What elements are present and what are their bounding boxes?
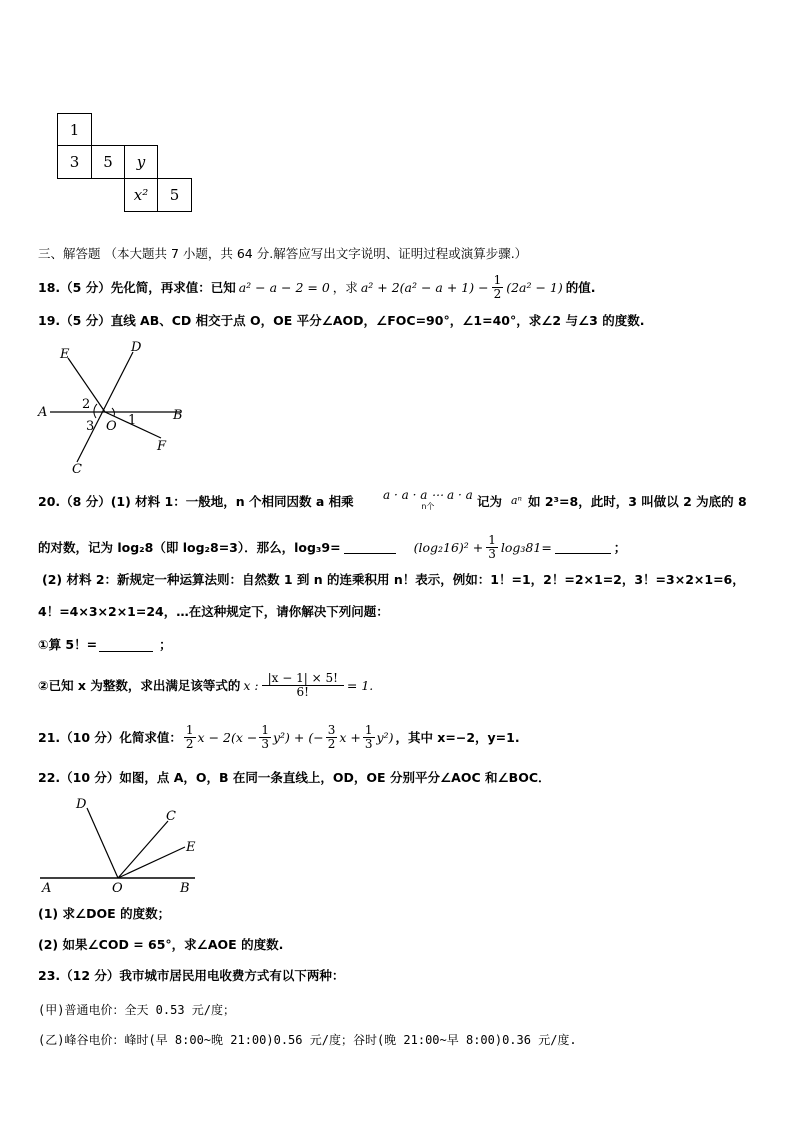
expression-part: y²) + (− — [272, 729, 324, 745]
power-notation: aⁿ — [511, 494, 523, 507]
answer-blank[interactable] — [344, 541, 396, 554]
label-d: D — [131, 340, 142, 355]
question-22: 22.（10 分）如图，点 A，O，B 在同一条直线上，OD，OE 分别平分∠AOC 和∠BOC． — [38, 770, 551, 785]
grid-cell — [91, 145, 125, 179]
fraction — [262, 672, 344, 699]
ray-oe — [118, 847, 185, 878]
question-18-tail: 的值. — [565, 279, 596, 295]
answer-blank[interactable] — [555, 541, 611, 554]
grid-cell-value: 3 — [69, 153, 80, 171]
product-subscript: n个 — [421, 502, 435, 511]
fraction — [326, 724, 338, 751]
fraction-numerator: 1 — [488, 533, 496, 547]
ray-oc — [118, 821, 168, 878]
fraction-numerator: |x − 1| × 5! — [262, 672, 344, 686]
grid-cell-value: x² — [133, 186, 149, 204]
label-o: O — [112, 881, 123, 896]
question-20-line2 — [38, 534, 626, 561]
grid-cell — [157, 178, 192, 212]
label-angle-2: 2 — [82, 397, 91, 412]
fraction-denominator: 3 — [364, 737, 373, 751]
grid-cell-value: 1 — [69, 120, 80, 139]
fraction-denominator: 2 — [493, 287, 502, 301]
sub-question-text: ②已知 x 为整数，求出满足该等式的 — [38, 677, 241, 693]
log-expression: (log₂16)² + — [413, 539, 484, 555]
fraction — [363, 724, 375, 751]
fraction-denominator: 2 — [327, 737, 336, 751]
question-20-sub1 — [38, 637, 172, 653]
question-20-line1b: 记为 — [477, 494, 503, 509]
fraction — [492, 274, 504, 301]
fraction-denominator: 3 — [261, 737, 269, 751]
expression-part: x + — [339, 729, 361, 745]
grid-cell — [57, 145, 92, 179]
fraction-numerator: 1 — [364, 723, 373, 737]
question-21-tail: ，其中 x=−2，y=1. — [395, 729, 520, 745]
question-20-line3: (2) 材料 2：新规定一种运算法则：自然数 1 到 n 的连乘积用 n！表示，例如：1！=1，2！=2×1=2，3！=3×2×1=6， — [42, 572, 745, 587]
label-f: F — [157, 439, 167, 454]
label-c: C — [72, 462, 82, 477]
label-a: A — [42, 881, 52, 896]
punctuation: ； — [159, 637, 172, 652]
label-angle-1: 1 — [128, 413, 137, 428]
label-e: E — [186, 840, 196, 855]
question-19-figure — [30, 338, 200, 478]
label-o: O — [106, 419, 117, 434]
question-22-sub1: (1) 求∠DOE 的度数； — [38, 906, 171, 921]
log-expression-tail: log₃81= — [500, 539, 552, 555]
label-a: A — [38, 405, 48, 420]
question-22-figure — [30, 790, 210, 898]
label-b: B — [173, 408, 183, 423]
question-20-line2-text: 的对数，记为 log₂8（即 log₂8=3）．那么，log₃9= — [38, 539, 341, 555]
fraction-numerator: 1 — [261, 723, 269, 737]
punctuation: ； — [613, 539, 627, 555]
fraction-numerator: 3 — [327, 723, 336, 737]
question-20-line1a: 20.（8 分）(1) 材料 1：一般地，n 个相同因数 a 相乘 — [38, 494, 354, 509]
grid-cell-value: 5 — [169, 186, 180, 204]
label-c: C — [166, 809, 176, 824]
sub-question-text: ①算 5！= — [38, 637, 98, 652]
equation-tail: = 1. — [346, 677, 374, 693]
section-heading: 三、解答题 （本大题共 7 小题，共 64 分.解答应写出文字说明、证明过程或演算步骤.） — [38, 246, 528, 261]
grid-cell — [124, 145, 158, 179]
grid-cell — [57, 113, 92, 146]
label-b: B — [180, 881, 190, 896]
question-20-sub2 — [38, 672, 373, 699]
question-19: 19.（5 分）直线 AB、CD 相交于点 O，OE 平分∠AOD，∠FOC=90°，∠1=40°，求∠2 与∠3 的度数. — [38, 313, 645, 328]
question-18-expr-b: (2a² − 1) — [506, 279, 563, 295]
grid-cell-value: 5 — [103, 153, 113, 171]
grid-cell-value: y — [136, 153, 146, 171]
expression-part: y²) — [376, 729, 394, 745]
plan-a: (甲)普通电价：全天 0.53 元/度； — [38, 1003, 236, 1017]
variable-x: x : — [243, 677, 259, 693]
label-d: D — [76, 797, 87, 812]
question-20-line1c: 如 2³=8，此时，3 叫做以 2 为底的 8 — [528, 494, 747, 509]
product-expression: a · a · a ⋯ a · a — [383, 488, 473, 502]
fraction-numerator: 1 — [185, 723, 194, 737]
fraction-denominator: 2 — [185, 737, 194, 751]
question-18-label: 18.（5 分）先化简，再求值：已知 — [38, 279, 236, 295]
expression-part: x − 2(x − — [197, 729, 258, 745]
angle-arc — [94, 404, 97, 418]
plan-b: (乙)峰谷电价：峰时(早 8:00~晚 21:00)0.56 元/度；谷时(晚 21:00~早 8:00)0.36 元/度. — [38, 1033, 577, 1047]
label-e: E — [60, 347, 70, 362]
grid-cell — [124, 178, 158, 212]
fraction — [184, 724, 196, 751]
ray-od — [87, 808, 118, 878]
question-20-line4: 4！=4×3×2×1=24，…在这种规定下，请你解决下列问题： — [38, 604, 389, 619]
fraction-denominator: 6! — [296, 685, 309, 699]
question-18-expr-a: a² + 2(a² − a + 1) − — [360, 279, 489, 295]
question-23: 23.（12 分）我市城市居民用电收费方式有以下两种： — [38, 968, 345, 983]
question-22-sub2: (2) 如果∠COD = 65°，求∠AOE 的度数. — [38, 937, 284, 952]
fraction-numerator: 1 — [493, 273, 502, 287]
label-angle-3: 3 — [86, 419, 95, 434]
product-notation — [383, 488, 473, 512]
fraction — [486, 534, 498, 561]
question-18-mid: ，求 — [332, 279, 358, 295]
question-21-label: 21.（10 分）化简求值： — [38, 729, 182, 745]
fraction-denominator: 3 — [488, 547, 496, 561]
question-18 — [38, 274, 596, 301]
question-21 — [38, 724, 520, 751]
fraction — [259, 724, 271, 751]
question-18-condition: a² − a − 2 = 0 — [238, 279, 330, 295]
answer-blank[interactable] — [99, 639, 153, 652]
